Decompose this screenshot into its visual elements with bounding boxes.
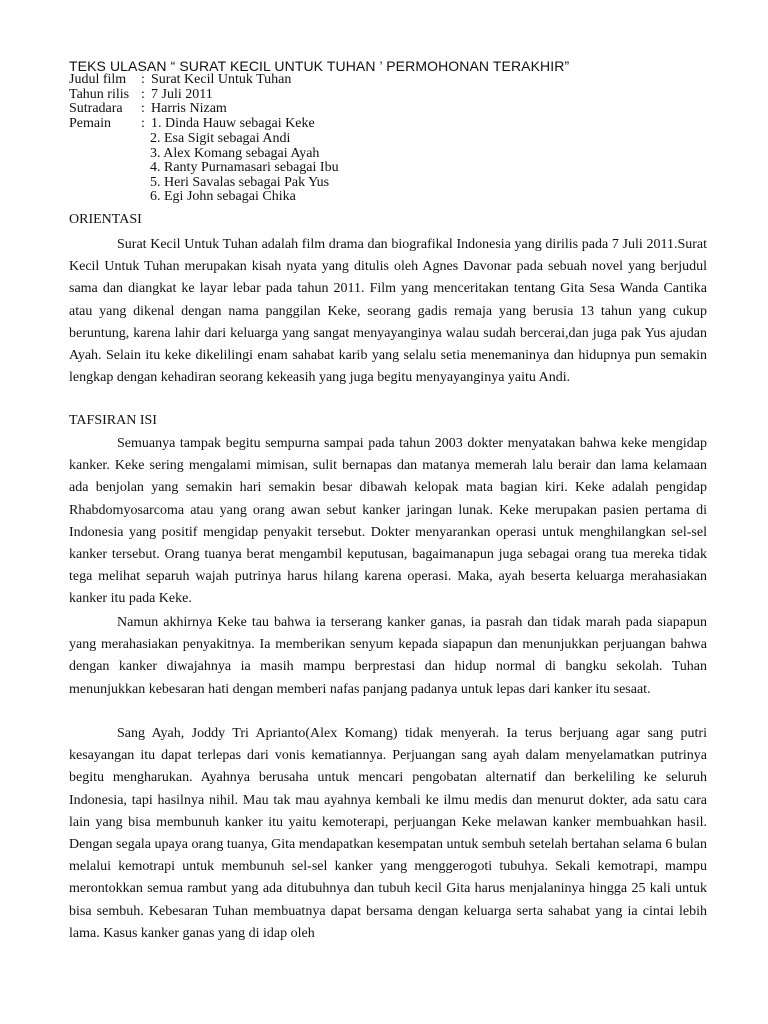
cast-item: 3. Alex Komang sebagai Ayah (150, 145, 320, 161)
paragraph-tafsiran-2: Namun akhirnya Keke tau bahwa ia terserang kanker ganas, ia pasrah dan tidak marah pada siapapun yang merahasiakan penyakitnya. Ia memberikan senyum kepada siapapun dan menunjukkan perjuangan bahwa dengan kanker diwajahnya ia masih mampu berprestasi dan hidup normal di bangku sekolah. Tuhan menunjukkan kebesaran hati dengan memberi nafas panjang padanya untuk lepas dari kanker itu sesaat. (69, 615, 707, 697)
film-info-colon: : (141, 86, 145, 102)
film-info-label: Tahun rilis (69, 86, 130, 102)
paragraph-tafsiran-1: Semuanya tampak begitu sempurna sampai pada tahun 2003 dokter menyatakan bahwa keke mengidap kanker. Keke sering mengalami mimisan, sulit bernapas dan matanya memerah lalu berair dan lama kelamaan ada benjolan yang semakin hari semakin besar dibawah kelopak mata bagian kiri. Keke adalah pengidap Rhabdomyosarcoma atau yang orang awan sebut kanker jaringan lunak. Keke merupakan pasien pertama di Indonesia yang positif mengidap penyakit tersebut. Dokter menyarankan operasi untuk menghilangkan sel-sel kanker tersebut. Orang tuanya berat mengambil keputusan, bagaimanapun juga sebagai orang tua mereka tidak tega melihat separuh wajah putrinya harus hilang karena operasi. Maka, ayah beserta keluarga merahasiakan kanker itu pada Keke. (69, 436, 707, 607)
film-info-row-release (69, 88, 315, 103)
film-info (69, 73, 315, 131)
paragraph-orientasi: Surat Kecil Untuk Tuhan adalah film drama dan biografikal Indonesia yang dirilis pada 7 Juli 2011.Surat Kecil Untuk Tuhan merupakan kisah nyata yang ditulis oleh Agnes Davonar pada sebuah novel yang berjudul sama dan diangkat ke layar lebar pada tahun 2011. Film yang menceritakan tentang Gita Sesa Wanda Cantika atau yang dikenal dengan nama panggilan Keke, seorang gadis remaja yang berusia 13 tahun yang cukup beruntung, karena lahir dari keluarga yang sangat menyayanginya walau sudah bercerai,dan juga pak Yus ajudan Ayah. Selain itu keke dikelilingi enam sahabat karib yang selalu setia menemaninya dan hidupnya pun semakin lengkap dengan kehadiran seorang kekeasih yang juga begitu menyayanginya yaitu Andi. (69, 237, 707, 386)
film-info-value: 7 Juli 2011 (151, 86, 213, 102)
film-info-value: 1. Dinda Hauw sebagai Keke (151, 115, 315, 131)
cast-list (150, 132, 339, 205)
film-info-row-cast (69, 117, 315, 132)
cast-item: 2. Esa Sigit sebagai Andi (150, 131, 291, 146)
document-title: TEKS ULASAN “ SURAT KECIL UNTUK TUHAN ’ PERMOHONAN TERAKHIR” (69, 58, 570, 74)
cast-item: 6. Egi John sebagai Chika (150, 189, 296, 205)
section-heading-orientasi: ORIENTASI (69, 212, 142, 227)
film-info-colon: : (141, 72, 145, 87)
film-info-label: Sutradara (69, 101, 123, 117)
cast-item: 5. Heri Savalas sebagai Pak Yus (150, 174, 330, 190)
film-info-colon: : (141, 115, 145, 131)
section-heading-tafsiran: TAFSIRAN ISI (69, 413, 157, 428)
film-info-row-title (69, 73, 315, 88)
cast-item: 4. Ranty Purnamasari sebagai Ibu (150, 160, 339, 176)
film-info-value: Surat Kecil Untuk Tuhan (151, 72, 292, 87)
film-info-colon: : (141, 101, 145, 117)
paragraph-tafsiran-3: Sang Ayah, Joddy Tri Aprianto(Alex Komang) tidak menyerah. Ia terus berjuang agar sang putri kesayangan itu dapat terlepas dari vonis kematiannya. Perjuangan sang ayah dalam menyelamatkan putrinya begitu mengharukan. Ayahnya berusaha untuk mencari pengobatan alternatif dan berkeliling ke seluruh Indonesia, tapi hasilnya nihil. Mau tak mau ayahnya kembali ke ilmu medis dan menurut dokter, ada satu cara lain yang bisa membunuh kanker itu yaitu kemoterapi, perjuangan Keke melawan kanker membuahkan hasil. Dengan segala upaya orang tuanya, Gita mendapatkan kesempatan untuk sembuh setelah bertahan selama 6 bulan melalui kemotrapi untuk membunuh sel-sel kanker yang menggerogoti tubuhya. Sekali kemotrapi, mampu merontokkan semua rambut yang ada ditubuhnya dan tubuh kecil Gita harus menjalaninya hingga 25 kali untuk bisa sembuh. Kebesaran Tuhan membuatnya dapat bersama dengan keluarga serta sahabat yang ia cintai lebih lama. Kasus kanker ganas yang di idap oleh (69, 726, 707, 941)
film-info-label: Pemain (69, 115, 111, 131)
film-info-value: Harris Nizam (151, 101, 227, 117)
film-info-row-director (69, 102, 315, 117)
film-info-label: Judul film (69, 72, 127, 87)
